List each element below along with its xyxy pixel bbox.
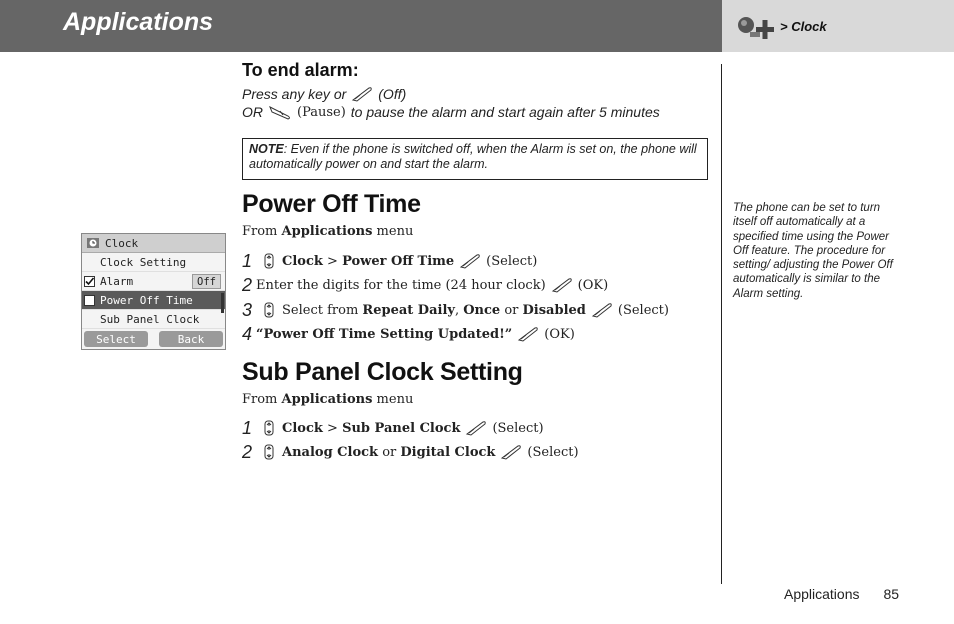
power-off-step-1 bbox=[242, 251, 537, 271]
step-action: (Select) bbox=[492, 420, 544, 436]
breadcrumb-text: > Clock bbox=[780, 18, 827, 34]
sub-panel-step-1 bbox=[242, 418, 544, 438]
end-alarm-line-1 bbox=[242, 86, 406, 102]
option-comma: , bbox=[454, 302, 460, 318]
page-footer bbox=[784, 586, 899, 602]
end-alarm-line-2-pre: OR bbox=[242, 104, 263, 120]
sub-panel-step-2 bbox=[242, 442, 579, 462]
alarm-status-badge: Off bbox=[192, 274, 221, 289]
step-text-a: Clock bbox=[282, 253, 323, 269]
power-off-from bbox=[242, 224, 413, 239]
note-box bbox=[242, 138, 708, 180]
phone-menu-item-label: Clock Setting bbox=[100, 255, 187, 269]
applications-icon bbox=[736, 13, 776, 39]
step-sep: > bbox=[327, 420, 338, 436]
option-analog-clock: Analog Clock bbox=[282, 444, 379, 460]
clock-app-icon bbox=[86, 236, 102, 250]
sub-panel-from-post: menu bbox=[376, 392, 414, 407]
checkbox-checked-icon bbox=[84, 276, 95, 287]
step-text-b: Sub Panel Clock bbox=[342, 420, 461, 436]
end-alarm-line-2 bbox=[242, 104, 660, 120]
step-number: 2 bbox=[242, 441, 253, 462]
step-sep: > bbox=[327, 253, 338, 269]
end-alarm-line-2-post: to pause the alarm and start again after 5 minutes bbox=[350, 104, 660, 120]
sub-panel-from-pre: From bbox=[242, 392, 278, 407]
footer-section: Applications bbox=[784, 586, 860, 602]
step-number: 1 bbox=[242, 250, 253, 271]
phone-menu-item-alarm bbox=[82, 272, 225, 291]
soft-key-icon bbox=[465, 420, 487, 436]
soft-key-icon bbox=[500, 444, 522, 460]
page-number: 85 bbox=[883, 586, 900, 602]
sub-panel-from-menu: Applications bbox=[281, 392, 373, 407]
phone-screen-title-bar bbox=[82, 234, 225, 253]
option-or: or bbox=[382, 444, 397, 460]
sub-panel-from bbox=[242, 392, 413, 407]
phone-screen bbox=[81, 233, 226, 350]
navigation-key-icon bbox=[261, 443, 277, 461]
step-number: 2 bbox=[242, 274, 253, 295]
step-number: 1 bbox=[242, 417, 253, 438]
step-action: (Select) bbox=[486, 253, 538, 269]
navigation-key-icon bbox=[261, 419, 277, 437]
power-off-from-menu: Applications bbox=[281, 224, 373, 239]
breadcrumb bbox=[736, 13, 827, 39]
phone-menu-item-label: Sub Panel Clock bbox=[100, 312, 200, 326]
phone-scrollbar bbox=[221, 293, 224, 313]
phone-menu-item-label: Power Off Time bbox=[100, 293, 193, 307]
power-off-heading: Power Off Time bbox=[242, 190, 421, 218]
phone-soft-key-select: Select bbox=[84, 331, 148, 347]
step-action: (Select) bbox=[527, 444, 579, 460]
soft-key-icon bbox=[459, 253, 481, 269]
end-alarm-line-1-pre: Press any key or bbox=[242, 86, 347, 102]
power-off-from-post: menu bbox=[376, 224, 414, 239]
option-digital-clock: Digital Clock bbox=[400, 444, 496, 460]
step-text-a: Clock bbox=[282, 420, 323, 436]
end-alarm-line-1-post: (Off) bbox=[378, 86, 407, 102]
note-text: : Even if the phone is switched off, when the Alarm is set on, the phone will automatically power on and start the alarm. bbox=[249, 142, 697, 171]
side-note: The phone can be set to turn itself off automatically at a specified time using the Power Off feature. The procedure for setting/ adjusting the Power Off automatically is similar to the Alarm setting. bbox=[733, 202, 893, 300]
phone-menu-item-power-off-time bbox=[82, 291, 225, 310]
soft-key-icon bbox=[517, 326, 539, 342]
sub-panel-heading: Sub Panel Clock Setting bbox=[242, 358, 523, 386]
end-alarm-heading: To end alarm: bbox=[242, 60, 359, 80]
step-number: 4 bbox=[242, 323, 253, 344]
power-off-step-4 bbox=[242, 324, 575, 344]
step-action: (OK) bbox=[577, 277, 609, 293]
step-number: 3 bbox=[242, 299, 253, 320]
phone-soft-key-back: Back bbox=[159, 331, 223, 347]
right-soft-key-icon bbox=[268, 104, 292, 120]
step-text-b: Power Off Time bbox=[342, 253, 455, 269]
option-once: Once bbox=[463, 302, 501, 318]
phone-screen-title: Clock bbox=[105, 236, 139, 250]
step-message: “Power Off Time Setting Updated!” bbox=[256, 326, 513, 342]
end-alarm-pause-key: (Pause) bbox=[297, 104, 346, 120]
phone-menu-item-label: Alarm bbox=[100, 274, 134, 288]
section-title: Applications bbox=[63, 8, 214, 36]
option-disabled: Disabled bbox=[522, 302, 586, 318]
navigation-key-icon bbox=[261, 252, 277, 270]
soft-key-icon bbox=[591, 302, 613, 318]
phone-menu-item-sub-panel-clock bbox=[82, 310, 225, 329]
step-pre: Select from bbox=[282, 302, 359, 318]
column-divider bbox=[721, 64, 722, 584]
step-text: Enter the digits for the time (24 hour clock) bbox=[256, 277, 546, 293]
soft-key-icon bbox=[551, 277, 573, 293]
step-action: (Select) bbox=[617, 302, 669, 318]
option-or: or bbox=[504, 302, 519, 318]
power-off-step-2 bbox=[242, 275, 608, 295]
power-off-from-pre: From bbox=[242, 224, 278, 239]
note-label: NOTE bbox=[249, 142, 284, 156]
soft-key-icon bbox=[351, 86, 373, 102]
option-repeat-daily: Repeat Daily bbox=[362, 302, 455, 318]
checkbox-empty-icon bbox=[84, 295, 95, 306]
navigation-key-icon bbox=[261, 301, 277, 319]
step-action: (OK) bbox=[544, 326, 575, 342]
power-off-step-3 bbox=[242, 300, 669, 320]
phone-menu-item-clock-setting bbox=[82, 253, 225, 272]
